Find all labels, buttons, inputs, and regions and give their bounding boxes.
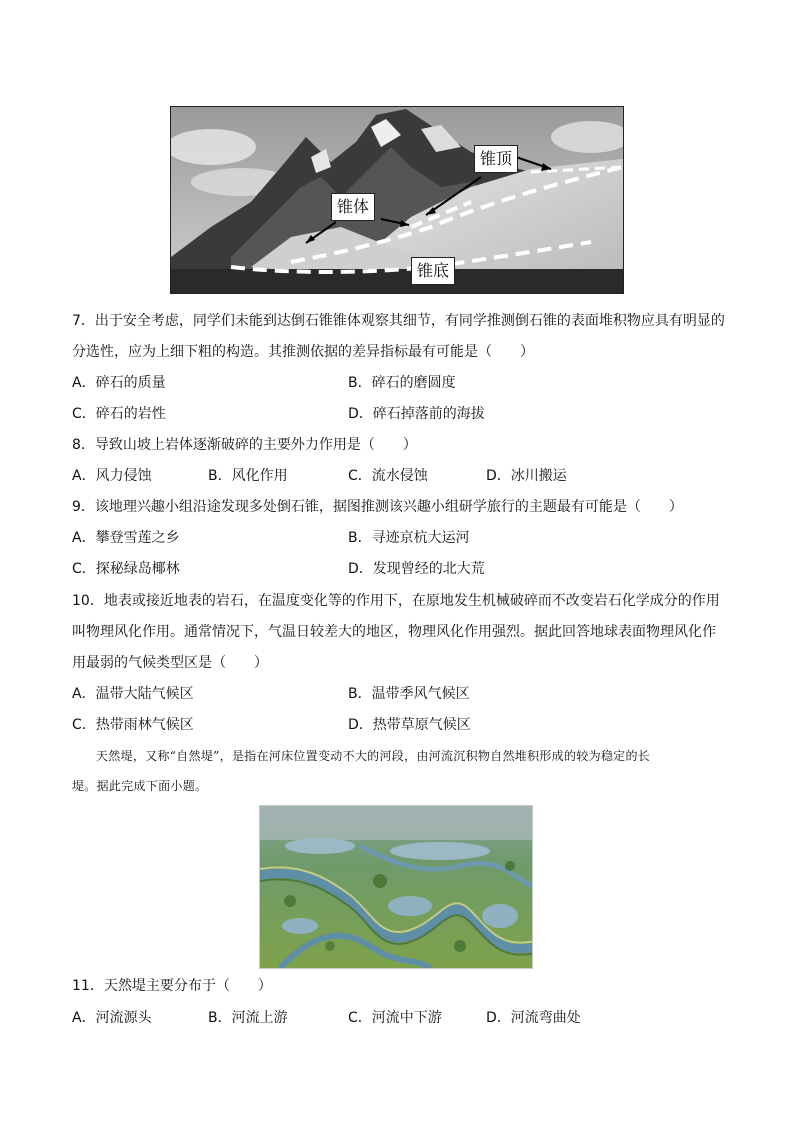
- question-11-line-1: 11．天然堤主要分布于（ ）: [72, 978, 272, 994]
- question-10-option-a[interactable]: A．温带大陆气候区: [72, 686, 194, 702]
- scree-cone-photo: [170, 106, 624, 294]
- question-10-option-d[interactable]: D．热带草原气候区: [348, 717, 471, 733]
- question-11-option-c[interactable]: C．河流中下游: [348, 1010, 442, 1026]
- question-7-line-2: 分选性，应为上细下粗的构造。其推测依据的差异指标最有可能是（ ）: [72, 344, 534, 360]
- natural-levee-photo: [259, 805, 533, 969]
- question-9-line-1: 9．该地理兴趣小组沿途发现多处倒石锥，据图推测该兴趣小组研学旅行的主题最有可能是（ ）: [72, 499, 683, 515]
- question-7-option-d[interactable]: D．碎石掉落前的海拔: [348, 406, 485, 422]
- question-10-option-c[interactable]: C．热带雨林气候区: [72, 717, 194, 733]
- mountain-illustration: [171, 107, 623, 293]
- question-10-line-1: 10．地表或接近地表的岩石，在温度变化等的作用下，在原地发生机械破碎而不改变岩石化学成分的作用: [72, 593, 720, 609]
- question-7-option-a[interactable]: A．碎石的质量: [72, 375, 166, 391]
- question-8-option-d[interactable]: D．冰川搬运: [486, 468, 567, 484]
- question-11-option-d[interactable]: D．河流弯曲处: [486, 1010, 581, 1026]
- question-9-option-c[interactable]: C．探秘绿岛椰林: [72, 561, 180, 577]
- cone-apex-label: 锥顶: [474, 145, 518, 173]
- question-8-option-a[interactable]: A．风力侵蚀: [72, 468, 152, 484]
- question-8-option-b[interactable]: B．风化作用: [208, 468, 288, 484]
- question-8-option-c[interactable]: C．流水侵蚀: [348, 468, 428, 484]
- question-10-option-b[interactable]: B．温带季风气候区: [348, 686, 470, 702]
- question-10-line-3: 用最弱的气候类型区是（ ）: [72, 655, 268, 671]
- question-9-option-a[interactable]: A．攀登雪莲之乡: [72, 530, 180, 546]
- question-8-line-1: 8．导致山坡上岩体逐渐破碎的主要外力作用是（ ）: [72, 437, 417, 453]
- river-illustration: [260, 806, 532, 968]
- passage-line-1: 天然堤，又称“自然堤”，是指在河床位置变动不大的河段，由河流沉积物自然堆积形成的较为稳定的长: [96, 749, 651, 763]
- question-11-option-a[interactable]: A．河流源头: [72, 1010, 152, 1026]
- question-9-option-d[interactable]: D．发现曾经的北大荒: [348, 561, 485, 577]
- question-7-line-1: 7．出于安全考虑，同学们未能到达倒石锥锥体观察其细节，有同学推测倒石锥的表面堆积物应具有明显的: [72, 313, 725, 329]
- cone-body-label: 锥体: [331, 193, 375, 221]
- question-10-line-2: 叫物理风化作用。通常情况下，气温日较差大的地区，物理风化作用强烈。据此回答地球表面物理风化作: [72, 624, 716, 640]
- cone-base-label: 锥底: [411, 257, 455, 285]
- question-7-option-c[interactable]: C．碎石的岩性: [72, 406, 166, 422]
- question-7-option-b[interactable]: B．碎石的磨圆度: [348, 375, 456, 391]
- question-9-option-b[interactable]: B．寻迹京杭大运河: [348, 530, 470, 546]
- passage-line-2: 堤。据此完成下面小题。: [72, 779, 208, 793]
- question-11-option-b[interactable]: B．河流上游: [208, 1010, 288, 1026]
